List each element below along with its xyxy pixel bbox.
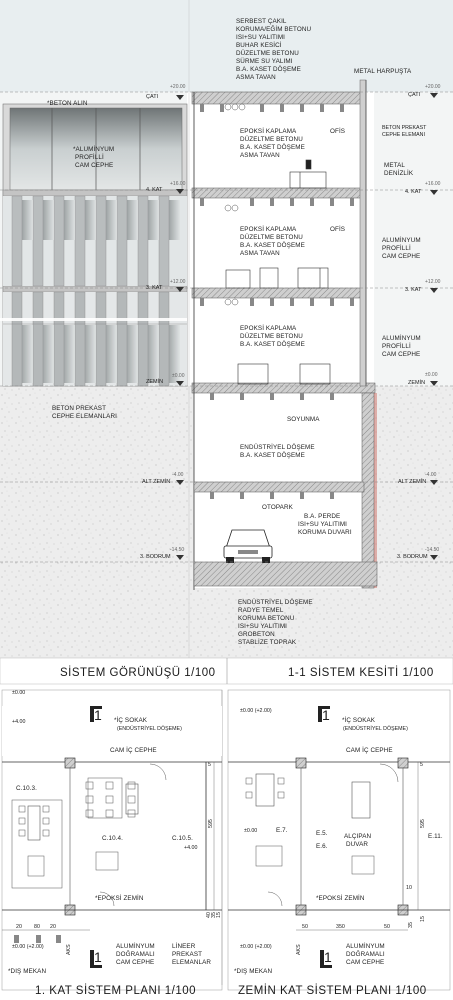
svg-text:ALUMİNYUM: ALUMİNYUM: [382, 335, 421, 342]
svg-text:EPOKSİ KAPLAMA: EPOKSİ KAPLAMA: [240, 128, 297, 135]
svg-text:*İÇ SOKAK: *İÇ SOKAK: [114, 717, 148, 724]
svg-text:CAM İÇ CEPHE: CAM İÇ CEPHE: [346, 747, 393, 754]
cam-cephe-label-3: CAM CEPHE: [75, 162, 114, 169]
svg-text:EPOKSİ KAPLAMA: EPOKSİ KAPLAMA: [240, 325, 297, 332]
svg-text:+4.00: +4.00: [184, 845, 198, 851]
svg-text:ENDÜSTRİYEL DÖŞEME: ENDÜSTRİYEL DÖŞEME: [238, 599, 313, 606]
metal-harpusta-label: METAL HARPUŞTA: [354, 68, 412, 75]
svg-text:595: 595: [420, 819, 426, 828]
svg-text:B.A. KASET DÖŞEME: B.A. KASET DÖŞEME: [236, 66, 301, 73]
svg-text:E.11.: E.11.: [428, 833, 443, 840]
svg-text:1: 1: [94, 707, 102, 723]
prekast-label-2: CEPHE ELEMANLARI: [52, 413, 117, 420]
svg-text:35: 35: [408, 922, 414, 928]
svg-text:ISI+SU YALITIMI: ISI+SU YALITIMI: [298, 521, 348, 528]
cam-cephe-label-1: *ALUMİNYUM: [73, 146, 115, 153]
sky-section: [187, 0, 453, 92]
svg-text:-4.00: -4.00: [172, 472, 184, 478]
svg-text:±0.00: ±0.00: [244, 828, 258, 834]
svg-text:E.5.: E.5.: [316, 830, 328, 837]
plan-zemin-kat: [228, 690, 450, 997]
svg-text:ALT ZEMİN: ALT ZEMİN: [142, 479, 171, 485]
svg-text:DÜZELTME BETONU: DÜZELTME BETONU: [240, 136, 303, 143]
svg-text:±0.00 (+2.00): ±0.00 (+2.00): [240, 944, 272, 950]
svg-text:4. KAT: 4. KAT: [146, 187, 163, 193]
svg-text:ASMA TAVAN: ASMA TAVAN: [240, 250, 280, 257]
svg-text:ALUMİNYUM: ALUMİNYUM: [116, 943, 155, 950]
svg-text:*EPOKSİ ZEMİN: *EPOKSİ ZEMİN: [316, 895, 365, 902]
svg-text:CAM CEPHE: CAM CEPHE: [382, 253, 421, 260]
svg-text:ZEMİN: ZEMİN: [146, 379, 164, 385]
svg-text:ISI+SU YALITIMI: ISI+SU YALITIMI: [236, 34, 286, 41]
section-title: 1-1 SİSTEM KESİTİ 1/100: [288, 667, 434, 679]
svg-text:DÜZELTME BETONU: DÜZELTME BETONU: [236, 50, 299, 57]
svg-text:B.A. KASET DÖŞEME: B.A. KASET DÖŞEME: [240, 242, 305, 249]
svg-text:DENİZLİK: DENİZLİK: [384, 170, 414, 177]
svg-text:±0.00 (+2.00): ±0.00 (+2.00): [240, 708, 272, 714]
svg-text:ÇATI: ÇATI: [408, 92, 421, 98]
svg-text:5: 5: [420, 762, 423, 768]
svg-text:±0.00: ±0.00: [12, 690, 26, 696]
svg-text:-14.50: -14.50: [170, 547, 185, 553]
svg-text:*İÇ SOKAK: *İÇ SOKAK: [342, 717, 376, 724]
svg-text:ALÇIPAN: ALÇIPAN: [344, 833, 372, 840]
svg-text:CAM CEPHE: CAM CEPHE: [382, 351, 421, 358]
svg-text:±0.00: ±0.00: [172, 373, 185, 379]
svg-text:1: 1: [324, 949, 332, 965]
svg-text:(ENDÜSTRİYEL DÖŞEME): (ENDÜSTRİYEL DÖŞEME): [343, 726, 408, 732]
svg-text:595: 595: [208, 819, 214, 828]
svg-text:±0.00 (+2.00): ±0.00 (+2.00): [12, 944, 44, 950]
svg-text:PROFİLLİ: PROFİLLİ: [382, 343, 411, 350]
endustriyel-label-2: B.A. KASET DÖŞEME: [240, 452, 305, 459]
svg-text:3. KAT: 3. KAT: [146, 285, 163, 291]
svg-text:KORUMA DUVARI: KORUMA DUVARI: [298, 529, 352, 536]
svg-text:ELEMANLAR: ELEMANLAR: [172, 959, 212, 966]
svg-text:DUVAR: DUVAR: [346, 841, 369, 848]
beton-alin-label: *BETON ALIN: [47, 100, 88, 107]
svg-text:METAL: METAL: [384, 162, 406, 169]
svg-text:RADYE TEMEL: RADYE TEMEL: [238, 607, 284, 614]
car-icon: [224, 530, 272, 563]
soil-section-right: [374, 386, 453, 658]
svg-text:-14.50: -14.50: [425, 547, 440, 553]
svg-text:*DIŞ MEKAN: *DIŞ MEKAN: [234, 968, 273, 975]
svg-text:+20.00: +20.00: [170, 84, 186, 90]
svg-text:B.A. KASET DÖŞEME: B.A. KASET DÖŞEME: [240, 341, 305, 348]
svg-text:50: 50: [384, 924, 390, 930]
svg-text:15: 15: [216, 912, 222, 918]
svg-text:*EPOKSİ ZEMİN: *EPOKSİ ZEMİN: [95, 895, 144, 902]
svg-text:15: 15: [420, 916, 426, 922]
svg-text:+12.00: +12.00: [425, 279, 441, 285]
svg-text:4. KAT: 4. KAT: [405, 189, 422, 195]
svg-text:SERBEST ÇAKIL: SERBEST ÇAKIL: [236, 18, 287, 25]
svg-text:LİNEER: LİNEER: [172, 943, 196, 950]
svg-text:350: 350: [336, 924, 345, 930]
svg-text:ALUMİNYUM: ALUMİNYUM: [346, 943, 385, 950]
plan2-title: ZEMİN KAT SİSTEM PLANI 1/100: [238, 985, 427, 997]
svg-text:-4.00: -4.00: [425, 472, 437, 478]
endustriyel-label-1: ENDÜSTRİYEL DÖŞEME: [240, 444, 315, 451]
svg-text:GROBETON: GROBETON: [238, 631, 275, 638]
soil-elevation: [0, 386, 188, 658]
svg-text:ASMA TAVAN: ASMA TAVAN: [236, 74, 276, 81]
svg-text:20: 20: [50, 924, 56, 930]
svg-text:STABLİZE TOPRAK: STABLİZE TOPRAK: [238, 639, 297, 646]
svg-text:KORUMA/EĞİM BETONU: KORUMA/EĞİM BETONU: [236, 26, 312, 33]
svg-text:PREKAST: PREKAST: [172, 951, 203, 958]
sky-elevation: [0, 0, 187, 92]
svg-text:PROFİLLİ: PROFİLLİ: [382, 245, 411, 252]
svg-text:1: 1: [322, 707, 330, 723]
soyunma-label: SOYUNMA: [287, 416, 320, 423]
svg-text:AKS: AKS: [66, 944, 72, 955]
svg-text:ÇATI: ÇATI: [146, 94, 159, 100]
svg-text:80: 80: [34, 924, 40, 930]
plan1-title: 1. KAT SİSTEM PLANI 1/100: [35, 985, 197, 997]
svg-text:40: 40: [206, 912, 212, 918]
svg-text:C.10.5.: C.10.5.: [172, 835, 194, 842]
svg-text:DÜZELTME BETONU: DÜZELTME BETONU: [240, 333, 303, 340]
svg-text:CAM CEPHE: CAM CEPHE: [346, 959, 385, 966]
svg-text:ISI+SU YALITIMI: ISI+SU YALITIMI: [238, 623, 288, 630]
svg-text:ALUMİNYUM: ALUMİNYUM: [382, 237, 421, 244]
svg-text:SÜRME SU YALIMI: SÜRME SU YALIMI: [236, 58, 293, 65]
svg-text:20: 20: [16, 924, 22, 930]
svg-text:E.7.: E.7.: [276, 827, 288, 834]
svg-text:10: 10: [406, 885, 412, 891]
svg-text:C.10.3.: C.10.3.: [16, 785, 38, 792]
svg-text:DOĞRAMALI: DOĞRAMALI: [346, 951, 385, 958]
svg-text:ALT ZEMİN: ALT ZEMİN: [398, 479, 427, 485]
svg-text:OFİS: OFİS: [330, 128, 346, 135]
svg-text:+4.00: +4.00: [12, 719, 26, 725]
svg-text:3. BODRUM: 3. BODRUM: [140, 554, 171, 560]
svg-text:DOĞRAMALI: DOĞRAMALI: [116, 951, 155, 958]
svg-text:BUHAR KESİCİ: BUHAR KESİCİ: [236, 42, 282, 49]
svg-text:+20.00: +20.00: [425, 84, 441, 90]
svg-text:CEPHE ELEMANI: CEPHE ELEMANI: [382, 132, 425, 138]
svg-text:*DIŞ MEKAN: *DIŞ MEKAN: [8, 968, 47, 975]
plan-1-kat: [2, 690, 222, 997]
svg-text:3. BODRUM: 3. BODRUM: [397, 554, 428, 560]
svg-text:+16.00: +16.00: [170, 181, 186, 187]
svg-text:+12.00: +12.00: [170, 279, 186, 285]
svg-text:DÜZELTME BETONU: DÜZELTME BETONU: [240, 234, 303, 241]
svg-text:CAM İÇ CEPHE: CAM İÇ CEPHE: [110, 747, 157, 754]
svg-text:50: 50: [302, 924, 308, 930]
svg-text:B.A. KASET DÖŞEME: B.A. KASET DÖŞEME: [240, 144, 305, 151]
svg-text:3. KAT: 3. KAT: [405, 287, 422, 293]
svg-text:(ENDÜSTRİYEL DÖŞEME): (ENDÜSTRİYEL DÖŞEME): [117, 726, 182, 732]
svg-text:BETON PREKAST: BETON PREKAST: [382, 125, 427, 131]
svg-text:AKS: AKS: [296, 944, 302, 955]
svg-text:ZEMİN: ZEMİN: [408, 380, 426, 386]
floor-ground-layers: [240, 323, 305, 348]
svg-text:35: 35: [211, 912, 217, 918]
svg-text:CAM CEPHE: CAM CEPHE: [116, 959, 155, 966]
svg-text:±0.00: ±0.00: [425, 372, 438, 378]
svg-text:B.A. PERDE: B.A. PERDE: [304, 513, 341, 520]
svg-text:5: 5: [208, 762, 211, 768]
svg-text:EPOKSİ KAPLAMA: EPOKSİ KAPLAMA: [240, 226, 297, 233]
svg-text:E.6.: E.6.: [316, 843, 328, 850]
svg-text:KORUMA BETONU: KORUMA BETONU: [238, 615, 295, 622]
svg-text:ASMA TAVAN: ASMA TAVAN: [240, 152, 280, 159]
elevation-title: SİSTEM GÖRÜNÜŞÜ 1/100: [60, 667, 216, 679]
cam-cephe-label-2: PROFİLLİ: [75, 154, 104, 161]
svg-text:1: 1: [94, 949, 102, 965]
svg-text:OFİS: OFİS: [330, 226, 346, 233]
prekast-label-1: BETON PREKAST: [52, 405, 107, 412]
svg-text:+16.00: +16.00: [425, 181, 441, 187]
svg-text:C.10.4.: C.10.4.: [102, 835, 124, 842]
otopark-label: OTOPARK: [262, 504, 293, 511]
